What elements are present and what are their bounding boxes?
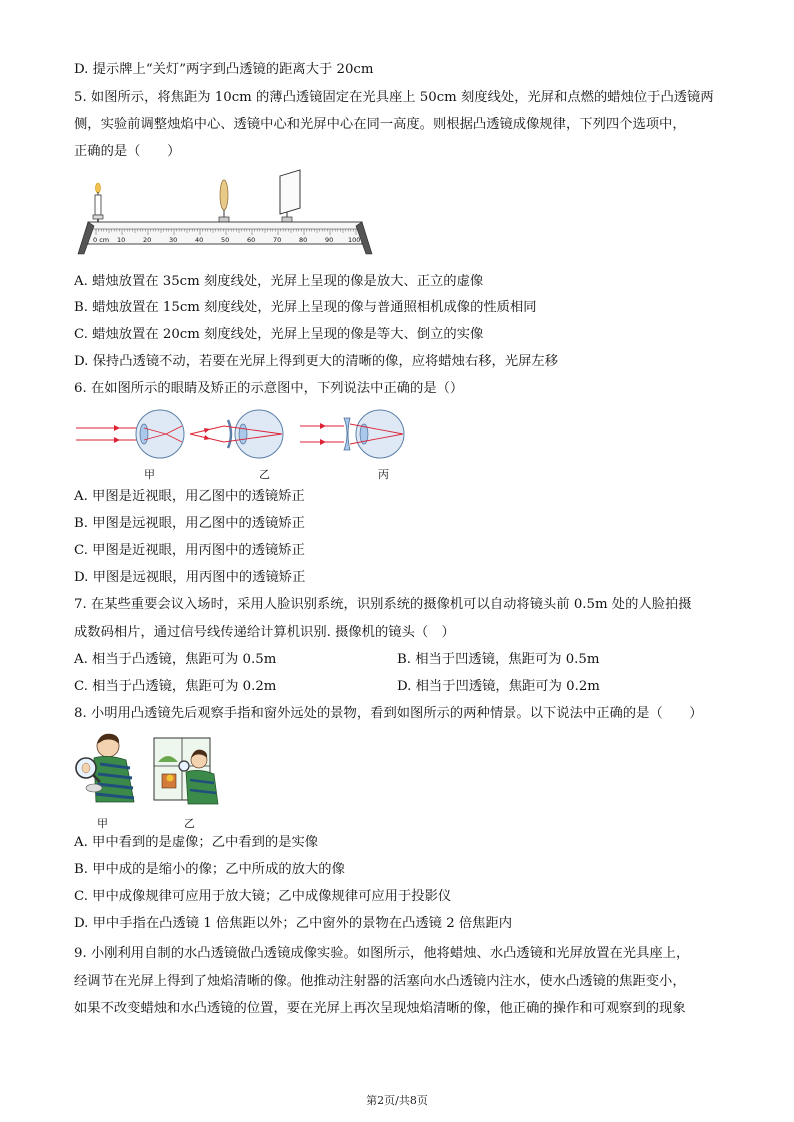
q6-option-c: C. 甲图是近视眼，用丙图中的透镜矫正 bbox=[74, 543, 305, 558]
q7-option-b: B. 相当于凹透镜，焦距可为 0.5m bbox=[397, 652, 600, 667]
q7-option-a: A. 相当于凸透镜，焦距可为 0.5m bbox=[74, 652, 277, 667]
magnifier-icon-2 bbox=[179, 761, 189, 771]
candle-icon bbox=[93, 183, 103, 223]
q8-stem: 8. 小明用凸透镜先后观察手指和窗外远处的景物，看到如图所示的两种情景。以下说法中正确的是（ ） bbox=[74, 706, 703, 721]
page-footer: 第2页/共8页 bbox=[366, 1094, 428, 1107]
q5-option-a: A. 蜡烛放置在 35cm 刻度线处，光屏上呈现的像是放大、正立的虚像 bbox=[74, 274, 484, 289]
light-screen-icon bbox=[280, 170, 300, 222]
q6-stem: 6. 在如图所示的眼睛及矫正的示意图中，下列说法中正确的是（） bbox=[74, 381, 464, 396]
ruler-label-0: 0 cm bbox=[93, 236, 110, 244]
q4-option-d: D. 提示牌上“关灯”两字到凸透镜的距离大于 20cm bbox=[74, 62, 374, 77]
ruler-label-90: 90 bbox=[325, 236, 334, 244]
q8-caption-yi: 乙 bbox=[184, 817, 195, 830]
q8-option-c: C. 甲中成像规律可应用于放大镜；乙中成像规律可应用于投影仪 bbox=[74, 889, 452, 904]
boy-with-magnifier-illustration bbox=[76, 734, 134, 802]
ruler-label-100: 100 bbox=[348, 236, 361, 244]
q7-option-c: C. 相当于凸透镜，焦距可为 0.2m bbox=[74, 679, 277, 694]
q9-stem-line-3: 如果不改变蜡烛和水凸透镜的位置，要在光屏上再次呈现烛焰清晰的像，他正确的操作和可观察到的现象 bbox=[74, 1001, 686, 1016]
q6-caption-bing: 丙 bbox=[378, 468, 389, 481]
q6-option-a: A. 甲图是近视眼，用乙图中的透镜矫正 bbox=[74, 489, 305, 504]
q9-stem-line-1: 9. 小刚利用自制的水凸透镜做凸透镜成像实验。如图所示，他将蜡烛、水凸透镜和光屏放置在光具座上， bbox=[74, 946, 690, 961]
eye-diagram-jia bbox=[76, 410, 184, 458]
q5-stem-line-3: 正确的是（ ） bbox=[74, 144, 181, 159]
q8-caption-jia: 甲 bbox=[97, 817, 108, 830]
eye-diagram-bing bbox=[300, 410, 404, 458]
convex-correction-lens-icon bbox=[228, 420, 231, 448]
ruler-label-50: 50 bbox=[221, 236, 230, 244]
q6-caption-jia: 甲 bbox=[144, 468, 155, 481]
ruler-label-80: 80 bbox=[299, 236, 308, 244]
magnifier-scenes-figure bbox=[74, 730, 244, 810]
ruler-label-60: 60 bbox=[247, 236, 256, 244]
eye-diagram-yi bbox=[190, 410, 283, 458]
eye-diagrams-figure bbox=[74, 406, 414, 482]
optical-bench-figure bbox=[74, 166, 374, 258]
ruler-label-30: 30 bbox=[169, 236, 178, 244]
q8-option-b: B. 甲中成的是缩小的像；乙中所成的放大的像 bbox=[74, 862, 345, 877]
q8-option-d: D. 甲中手指在凸透镜 1 倍焦距以外；乙中窗外的景物在凸透镜 2 倍焦距内 bbox=[74, 916, 513, 931]
convex-lens-icon bbox=[219, 180, 229, 222]
q8-option-a: A. 甲中看到的是虚像；乙中看到的是实像 bbox=[74, 835, 319, 850]
q6-caption-yi: 乙 bbox=[259, 468, 270, 481]
q7-stem-line-2: 成数码相片，通过信号线传递给计算机识别. 摄像机的镜头（ ） bbox=[74, 625, 455, 640]
q6-option-b: B. 甲图是远视眼，用乙图中的透镜矫正 bbox=[74, 516, 305, 531]
q9-stem-line-2: 经调节在光屏上得到了烛焰清晰的像。他推动注射器的活塞向水凸透镜内注水，使水凸透镜的焦距变小， bbox=[74, 974, 686, 989]
q7-stem-line-1: 7. 在某些重要会议入场时，采用人脸识别系统，识别系统的摄像机可以自动将镜头前 0.5m 处的人脸拍摄 bbox=[74, 597, 692, 612]
q5-option-c: C. 蜡烛放置在 20cm 刻度线处，光屏上呈现的像是等大、倒立的实像 bbox=[74, 327, 484, 342]
concave-correction-lens-icon bbox=[344, 418, 350, 450]
q6-option-d: D. 甲图是远视眼，用丙图中的透镜矫正 bbox=[74, 570, 306, 585]
window-scene-illustration bbox=[154, 738, 218, 804]
ruler-label-20: 20 bbox=[143, 236, 152, 244]
ruler-label-70: 70 bbox=[273, 236, 282, 244]
ruler-label-40: 40 bbox=[195, 236, 204, 244]
q5-option-b: B. 蜡烛放置在 15cm 刻度线处，光屏上呈现的像与普通照相机成像的性质相同 bbox=[74, 300, 537, 315]
q5-stem-line-1: 5. 如图所示，将焦距为 10cm 的薄凸透镜固定在光具座上 50cm 刻度线处，光屏和点燃的蜡烛位于凸透镜两 bbox=[74, 90, 714, 105]
ruler-label-10: 10 bbox=[117, 236, 126, 244]
q5-stem-line-2: 侧，实验前调整烛焰中心、透镜中心和光屏中心在同一高度。则根据凸透镜成像规律，下列四个选项中， bbox=[74, 117, 686, 132]
q5-option-d: D. 保持凸透镜不动，若要在光屏上得到更大的清晰的像，应将蜡烛右移，光屏左移 bbox=[74, 354, 559, 369]
q7-option-d: D. 相当于凹透镜，焦距可为 0.2m bbox=[397, 679, 600, 694]
